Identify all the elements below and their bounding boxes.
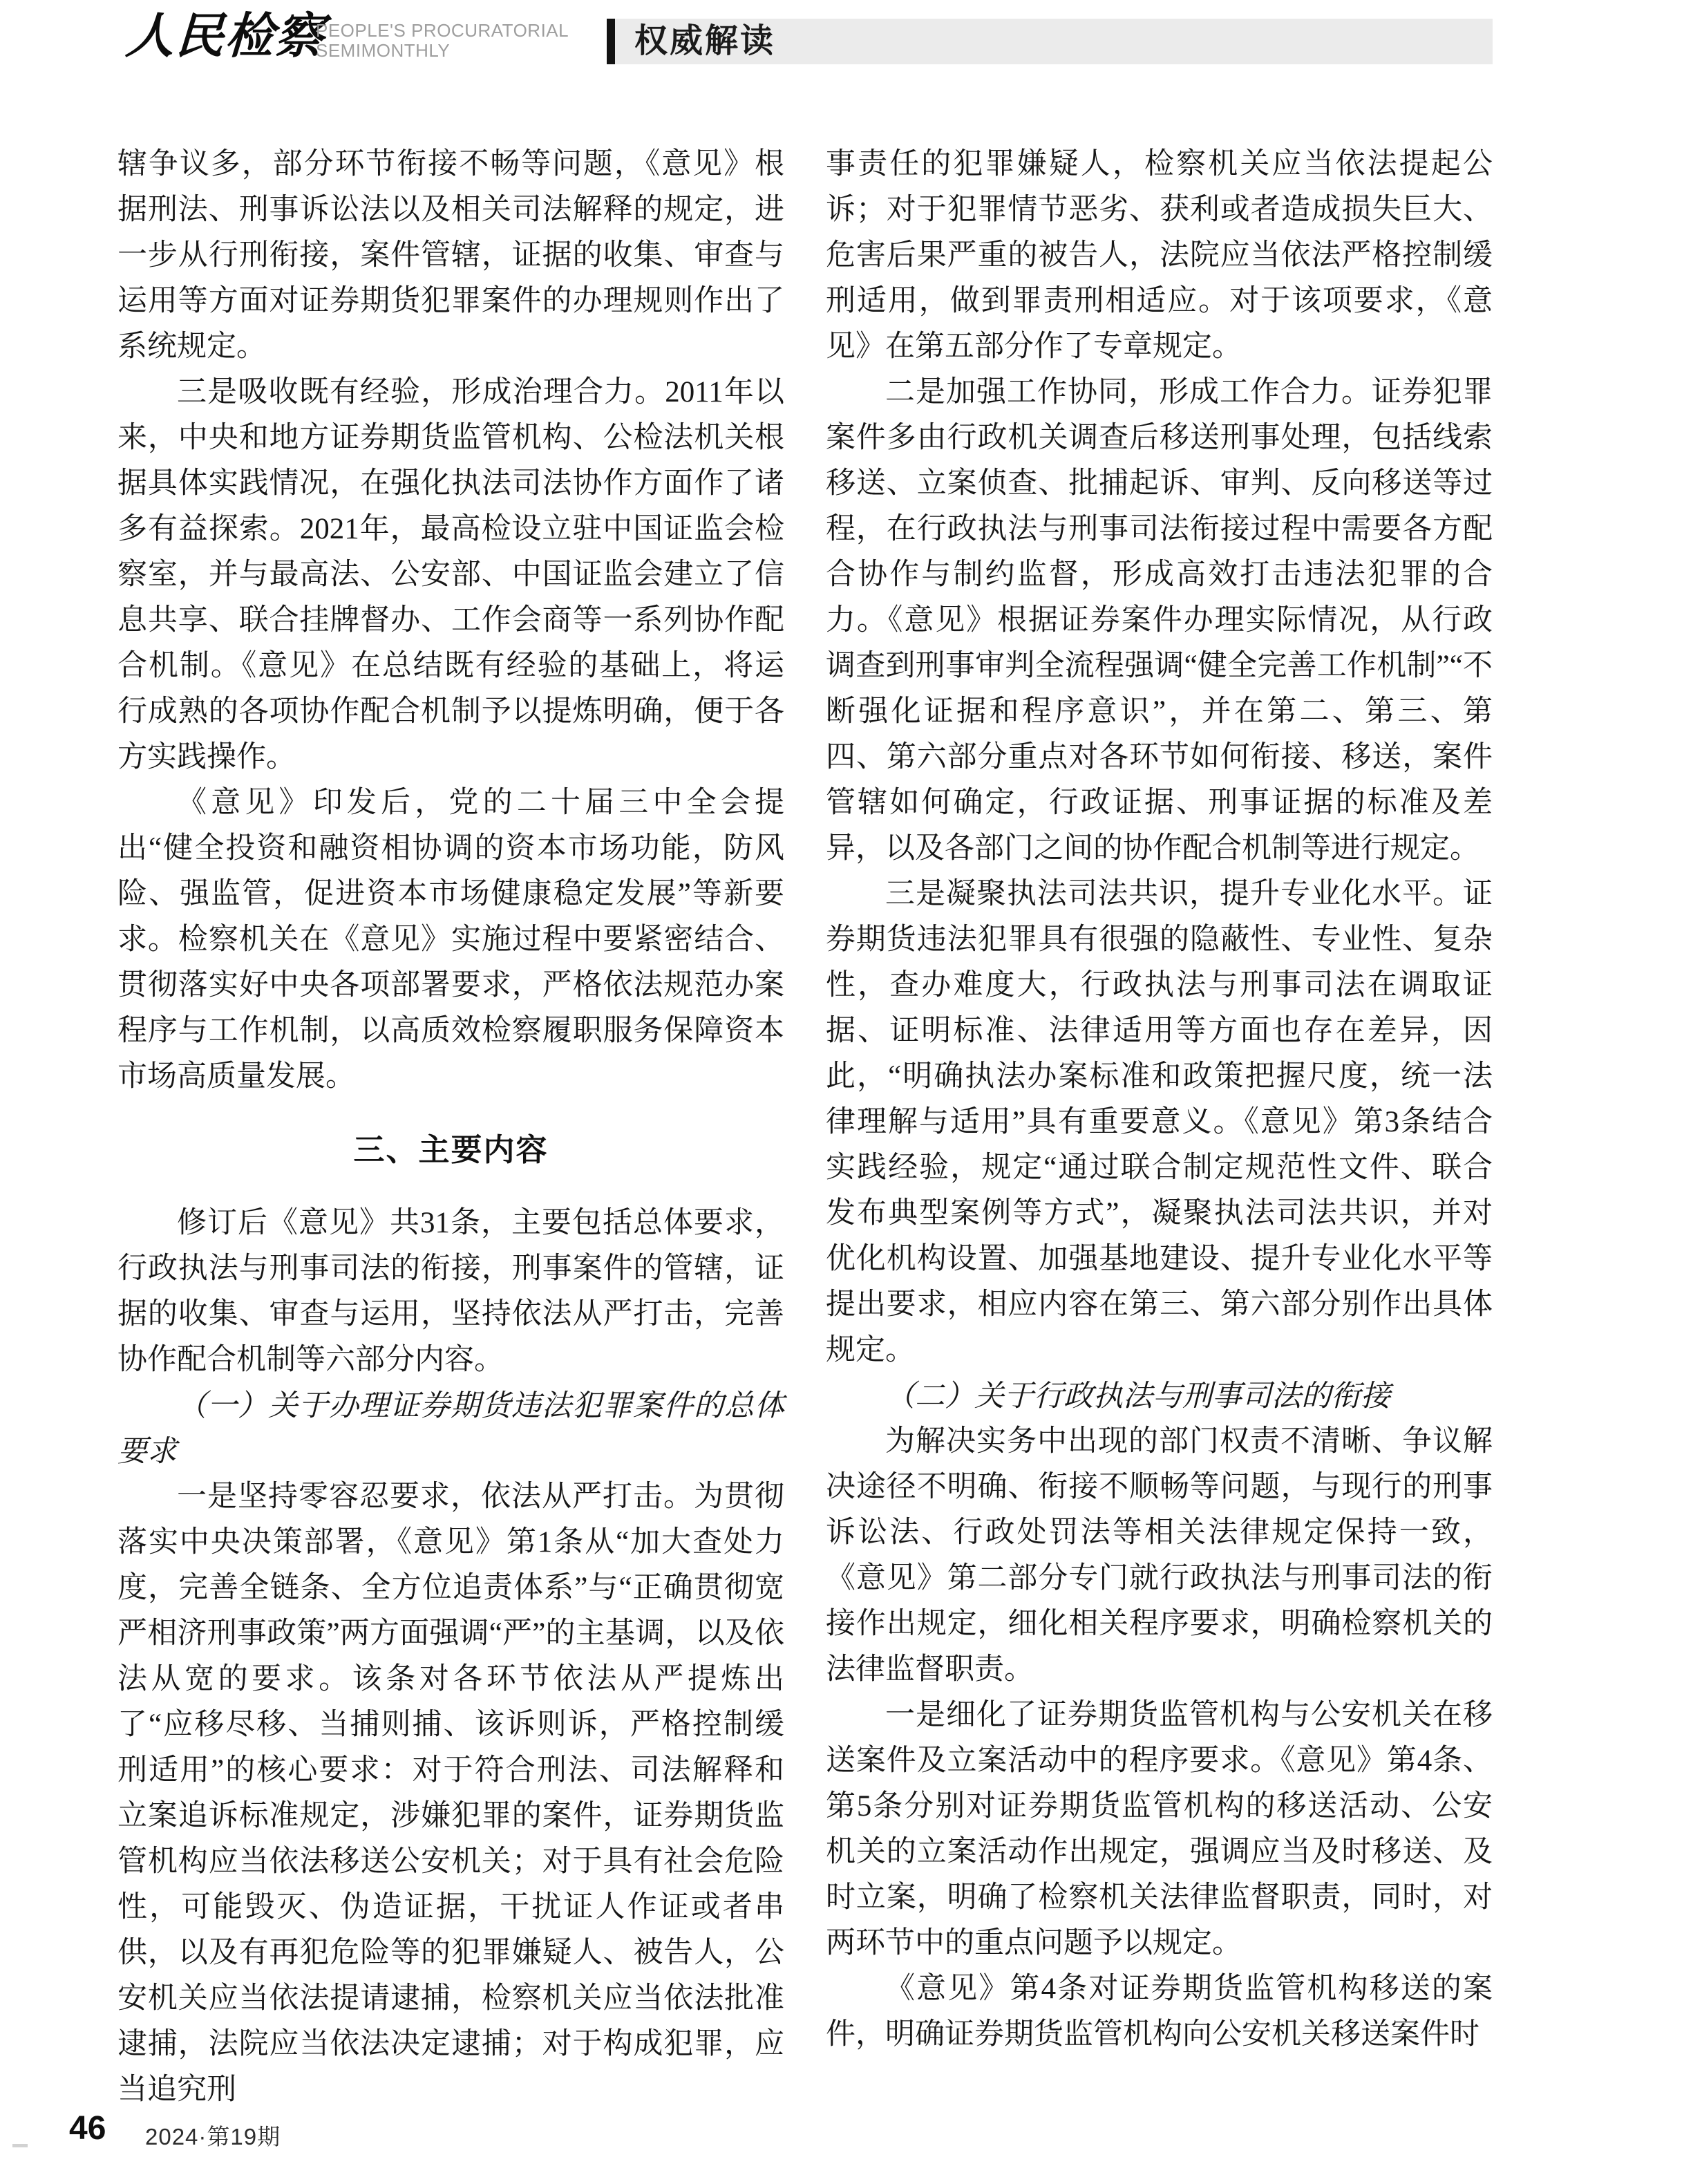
issue-label: 2024·第19期 xyxy=(145,2124,281,2149)
paragraph: 修订后《意见》共31条，主要包括总体要求，行政执法与刑事司法的衔接，刑事案件的管辖，证据的收集、审查与运用，坚持依法从严打击，完善协作配合机制等六部分内容。 xyxy=(117,1207,784,1376)
journal-logo-chinese: 人民检察 xyxy=(124,7,327,64)
section-heading: 三、主要内容 xyxy=(353,1132,549,1167)
paragraph: 一是坚持零容忍要求，依法从严打击。为贯彻落实中央决策部署，《意见》第1条从“加大查处力度，完善全链条、全方位追责体系”与“正确贯彻宽严相济刑事政策”两方面强调“严”的主基调，以及依法从宽的要求。该条对各环节依法从严提炼出了“应移尽移、当捕则捕、该诉则诉，严格控制缓刑适用”的核心要求：对于符合刑法、司法解释和立案追诉标准规定，涉嫌犯罪的案件，证券期货监管机构应当依法移送公安机关；对于具有社会危险性，可能毁灭、伪造证据，干扰证人作证或者串供，以及有再犯危险等的犯罪嫌疑人、被告人，公安机关应当依法提请逮捕，检察机关应当依法批准逮捕，法院应当依法决定逮捕；对于构成犯罪，应当追究刑 xyxy=(117,1480,784,2106)
paragraph: 辖争议多，部分环节衔接不畅等问题，《意见》根据刑法、刑事诉讼法以及相关司法解释的规定，进一步从行刑衔接，案件管辖，证据的收集、审查与运用等方面对证券期货犯罪案件的办理规则作出了系统规定。 xyxy=(117,148,784,363)
paragraph: 为解决实务中出现的部门权责不清晰、争议解决途径不明确、衔接不顺畅等问题，与现行的刑事诉讼法、行政处罚法等相关法律规定保持一致，《意见》第二部分专门就行政执法与刑事司法的衔接作出规定，细化相关程序要求，明确检察机关的法律监督职责。 xyxy=(826,1425,1493,1686)
paragraph: 事责任的犯罪嫌疑人，检察机关应当依法提起公诉；对于犯罪情节恶劣、获利或者造成损失巨大、危害后果严重的被告人，法院应当依法严格控制缓刑适用，做到罪责刑相适应。对于该项要求，《意见》在第五部分作了专章规定。 xyxy=(826,148,1493,363)
subsection-heading: （一）关于办理证券期货违法犯罪案件的总体要求 xyxy=(117,1388,784,1469)
scan-artifact xyxy=(12,2144,28,2147)
section-banner xyxy=(607,19,1493,64)
paragraph: 二是加强工作协同，形成工作合力。证券犯罪案件多由行政机关调查后移送刑事处理，包括线索移送、立案侦查、批捕起诉、审判、反向移送等过程，在行政执法与刑事司法衔接过程中需要各方配合协作与制约监督，形成高效打击违法犯罪的合力。《意见》根据证券案件办理实际情况，从行政调查到刑事审判全流程强调“健全完善工作机制”“不断强化证据和程序意识”，并在第二、第三、第四、第六部分重点对各环节如何衔接、移送，案件管辖如何确定，行政证据、刑事证据的标准及差异，以及各部门之间的协作配合机制等进行规定。 xyxy=(826,376,1493,865)
paragraph: 三是吸收既有经验，形成治理合力。2011年以来，中央和地方证券期货监管机构、公检法机关根据具体实践情况，在强化执法司法协作方面作了诸多有益探索。2021年，最高检设立驻中国证监会检察室，并与最高法、公安部、中国证监会建立了信息共享、联合挂牌督办、工作会商等一系列协作配合机制。《意见》在总结既有经验的基础上，将运行成熟的各项协作配合机制予以提炼明确，便于各方实践操作。 xyxy=(117,376,784,773)
section-banner-bar xyxy=(607,19,615,64)
subsection-heading: （二）关于行政执法与刑事司法的衔接 xyxy=(885,1379,1390,1413)
paragraph: 《意见》印发后，党的二十届三中全会提出“健全投资和融资相协调的资本市场功能，防风险、强监管，促进资本市场健康稳定发展”等新要求。检察机关在《意见》实施过程中要紧密结合、贯彻落实好中央各项部署要求，严格依法规范办案程序与工作机制，以高质效检察履职服务保障资本市场高质量发展。 xyxy=(117,787,784,1093)
journal-logo-english xyxy=(316,21,569,61)
right-column xyxy=(826,142,1493,2058)
paragraph: 三是凝聚执法司法共识，提升专业化水平。证券期货违法犯罪具有很强的隐蔽性、专业性、复杂性，查办难度大，行政执法与刑事司法在调取证据、证明标准、法律适用等方面也存在差异，因此，“明确执法办案标准和政策把握尺度，统一法律理解与适用”具有重要意义。《意见》第3条结合实践经验，规定“通过联合制定规范性文件、联合发布典型案例等方式”，凝聚执法司法共识，并对优化机构设置、加强基地建设、提升专业化水平等提出要求，相应内容在第三、第六部分别作出具体规定。 xyxy=(826,878,1493,1366)
journal-logo-english-line2: SEMIMONTHLY xyxy=(316,40,451,61)
journal-logo-english-line1: PEOPLE'S PROCURATORIAL xyxy=(316,20,569,41)
left-column xyxy=(117,142,784,2113)
paragraph: 《意见》第4条对证券期货监管机构移送的案件，明确证券期货监管机构向公安机关移送案件时 xyxy=(826,1973,1493,2051)
page-number: 46 xyxy=(69,2110,106,2147)
paragraph: 一是细化了证券期货监管机构与公安机关在移送案件及立案活动中的程序要求。《意见》第4条、第5条分别对证券期货监管机构的移送活动、公安机关的立案活动作出规定，强调应当及时移送、及时立案，明确了检察机关法律监督职责，同时，对两环节中的重点问题予以规定。 xyxy=(826,1699,1493,1959)
section-banner-label: 权威解读 xyxy=(634,23,776,59)
